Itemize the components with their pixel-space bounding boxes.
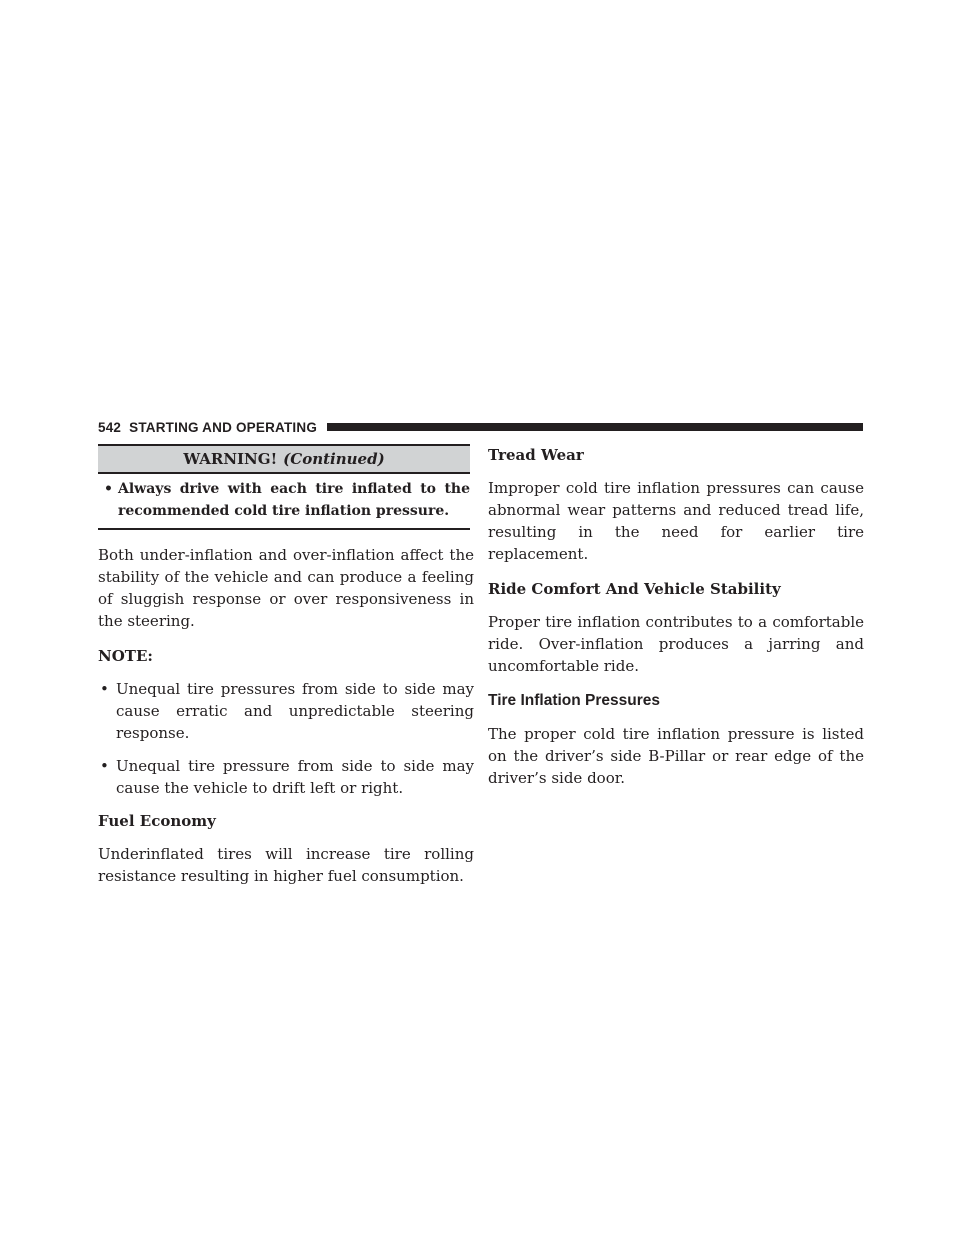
note-item-text: Unequal tire pressures from side to side may cause erratic and unpredictable steering response. xyxy=(116,680,474,742)
bullet-icon: • xyxy=(100,757,109,775)
warning-header xyxy=(98,444,470,474)
note-item xyxy=(98,755,474,799)
left-column xyxy=(98,444,474,900)
chapter-title: STARTING AND OPERATING xyxy=(129,419,318,435)
warning-item-text: Always drive with each tire inflated to the recommended cold tire inflation pressure. xyxy=(118,481,470,519)
tire-inflation-heading: Tire Inflation Pressures xyxy=(488,692,660,709)
right-column xyxy=(488,444,864,802)
stability-paragraph: Both under-inflation and over-inflation affect the stability of the vehicle and can produce a feeling of sluggish response or over responsiveness in the steering. xyxy=(98,546,474,630)
warning-item xyxy=(98,478,470,522)
bullet-icon: • xyxy=(104,481,113,497)
tread-wear-text: Improper cold tire inflation pressures can cause abnormal wear patterns and reduced tread life, resulting in the need for earlier tire replacement. xyxy=(488,479,864,563)
tread-wear-heading: Tread Wear xyxy=(488,446,584,464)
page-header xyxy=(98,418,863,436)
fuel-economy-text: Underinflated tires will increase tire rolling resistance resulting in higher fuel consumption. xyxy=(98,845,474,885)
warning-body xyxy=(98,474,470,530)
warning-continued: (Continued) xyxy=(283,450,385,468)
note-item xyxy=(98,678,474,744)
tire-inflation-text: The proper cold tire inflation pressure is listed on the driver’s side B-Pillar or rear edge of the driver’s side door. xyxy=(488,725,864,787)
note-item-text: Unequal tire pressure from side to side may cause the vehicle to drift left or right. xyxy=(116,757,474,797)
ride-comfort-heading: Ride Comfort And Vehicle Stability xyxy=(488,580,781,598)
bullet-icon: • xyxy=(100,680,109,698)
ride-comfort-text: Proper tire inflation contributes to a comfortable ride. Over-inflation produces a jarring and uncomfortable ride. xyxy=(488,613,864,675)
page-number: 542 xyxy=(98,419,122,435)
header-rule xyxy=(327,423,863,431)
note-label: NOTE: xyxy=(98,647,153,665)
fuel-economy-heading: Fuel Economy xyxy=(98,812,216,830)
warning-box xyxy=(98,444,470,530)
warning-title: WARNING! xyxy=(183,450,278,468)
